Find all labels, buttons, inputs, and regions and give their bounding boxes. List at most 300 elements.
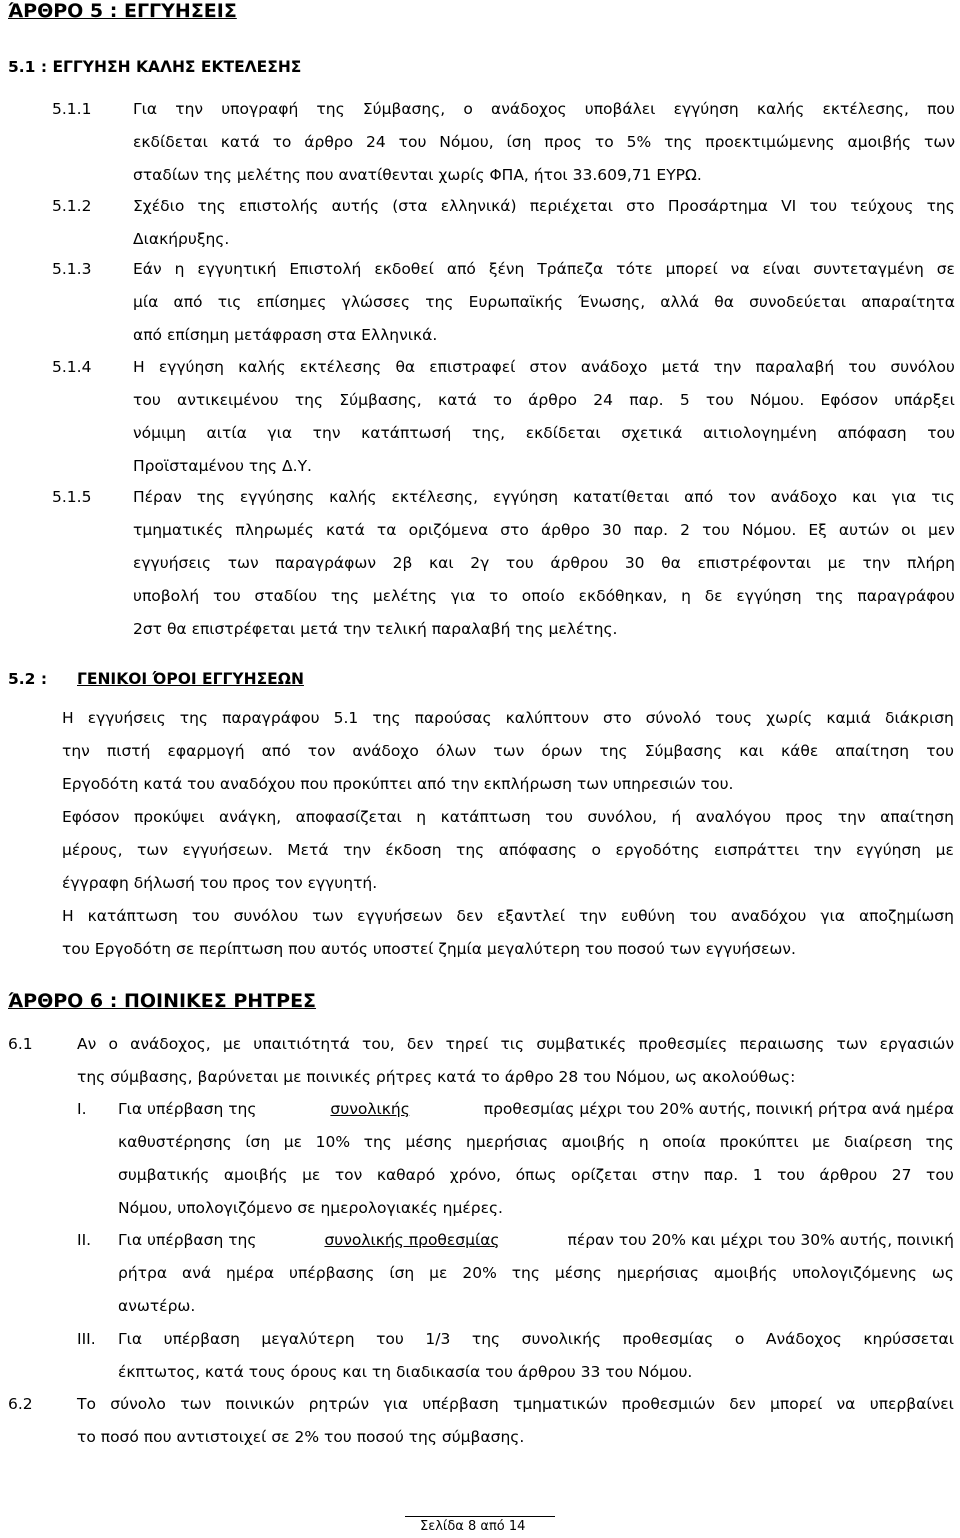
word: Η bbox=[62, 907, 74, 925]
para-line: το ποσό που αντιστοιχεί σε 2% του ποσού της σύμβασης. bbox=[77, 1428, 525, 1446]
item-i-body bbox=[118, 1100, 954, 1232]
para-5-1-1 bbox=[133, 100, 955, 199]
word: της bbox=[425, 293, 454, 311]
word: Εφόσον bbox=[62, 808, 120, 826]
word: αιτία bbox=[206, 424, 247, 442]
word: την bbox=[175, 100, 204, 118]
word: εκτέλεσης, bbox=[822, 100, 909, 118]
para-line: Εργοδότη κατά του αναδόχου που προκύπτει από την εκπλήρωση των υπηρεσιών του. bbox=[62, 775, 734, 793]
word: ανάδοχος bbox=[491, 100, 567, 118]
word: προθεσμίες bbox=[638, 1035, 728, 1053]
word: αποζημίωση bbox=[858, 907, 954, 925]
page-number: Σελίδα 8 από 14 bbox=[420, 1519, 526, 1534]
word: πιστή bbox=[106, 742, 151, 760]
para-line bbox=[133, 293, 955, 326]
word: 5 bbox=[679, 391, 690, 409]
word: μπορεί bbox=[770, 1395, 823, 1413]
word: δεν bbox=[406, 1035, 434, 1053]
word: την bbox=[62, 742, 90, 760]
word: ίση bbox=[245, 1133, 271, 1151]
section-5-2-number: 5.2 : bbox=[8, 670, 48, 688]
para-line bbox=[133, 358, 955, 391]
para-line bbox=[118, 1133, 954, 1166]
word: προς bbox=[544, 133, 583, 151]
word: αυτής bbox=[331, 197, 380, 215]
word: πλήρη bbox=[906, 554, 955, 572]
para-6-1-number: 6.1 bbox=[8, 1035, 33, 1053]
word: με bbox=[222, 1035, 242, 1053]
word: 10% bbox=[315, 1133, 351, 1151]
para-line: ανωτέρω. bbox=[118, 1297, 196, 1315]
word: ανάδοχος, bbox=[130, 1035, 211, 1053]
word: εγγύησης bbox=[239, 488, 315, 506]
word: των bbox=[836, 1035, 868, 1053]
para-5-1-4 bbox=[133, 358, 955, 490]
word: 20% bbox=[462, 1264, 497, 1282]
word: εγγυήσεις bbox=[87, 709, 166, 727]
word: από bbox=[684, 488, 714, 506]
word: 24 bbox=[366, 133, 386, 151]
word: για bbox=[891, 488, 917, 506]
word: της bbox=[179, 709, 209, 727]
word: Ένωσης, bbox=[578, 293, 646, 311]
word: παρ. bbox=[703, 1166, 739, 1184]
word: μπορεί bbox=[665, 260, 718, 278]
word: 5% bbox=[626, 133, 652, 151]
word: εγγύηση bbox=[736, 587, 802, 605]
word: για bbox=[267, 424, 293, 442]
word: αμοιβής bbox=[713, 1264, 778, 1282]
word: για bbox=[383, 1395, 409, 1413]
item-ii-post: πέραν του 20% και μέχρι του 30% αυτής, ποινική bbox=[567, 1231, 954, 1249]
word: εγγυήσεις bbox=[133, 554, 212, 572]
word: υποβολή bbox=[133, 587, 200, 605]
word: καθαρό bbox=[376, 1166, 436, 1184]
word: υπερβαίνει bbox=[869, 1395, 954, 1413]
para-line: από επίσημη μετάφραση στα Ελληνικά. bbox=[133, 326, 438, 344]
para-line bbox=[133, 424, 955, 457]
para-line: Προϊσταμένου της Δ.Υ. bbox=[133, 457, 312, 475]
word: ο bbox=[591, 841, 601, 859]
word: εξαντλεί bbox=[496, 907, 566, 925]
word: άρθρο bbox=[304, 133, 354, 151]
word: σύνολο bbox=[110, 1395, 166, 1413]
footer-rule bbox=[405, 1516, 555, 1517]
para-5-1-5-number: 5.1.5 bbox=[52, 488, 92, 506]
para-line bbox=[77, 1395, 954, 1428]
word: 1 bbox=[752, 1166, 763, 1184]
para-line bbox=[133, 100, 955, 133]
word: υπάρξει bbox=[894, 391, 955, 409]
para-line bbox=[133, 587, 955, 620]
word: Σύμβασης bbox=[644, 742, 723, 760]
word: την bbox=[343, 841, 371, 859]
word: εγγυητική bbox=[197, 260, 277, 278]
word: της bbox=[372, 709, 401, 727]
word: μία bbox=[133, 293, 159, 311]
word: τμηματικές bbox=[133, 521, 224, 539]
word: αμοιβής bbox=[847, 133, 912, 151]
para-line bbox=[133, 488, 955, 521]
word: καλής bbox=[329, 488, 377, 506]
word: 2 bbox=[680, 521, 691, 539]
word: 24 bbox=[593, 391, 614, 409]
word: ο bbox=[108, 1035, 118, 1053]
word: υποβάλει bbox=[584, 100, 656, 118]
word: παραλαβή bbox=[755, 358, 835, 376]
word: αποφασίζεται bbox=[295, 808, 402, 826]
word: 1/3 bbox=[425, 1330, 451, 1348]
word: στο bbox=[626, 197, 655, 215]
word: με bbox=[812, 1133, 831, 1151]
para-5-1-2-number: 5.1.2 bbox=[52, 197, 92, 215]
word: Εάν bbox=[133, 260, 162, 278]
word: εκδόθηκαν, bbox=[578, 587, 668, 605]
word: καθυστέρησης bbox=[118, 1133, 232, 1151]
para-line bbox=[62, 709, 954, 742]
word: του bbox=[777, 1166, 805, 1184]
para-5-1-3-number: 5.1.3 bbox=[52, 260, 92, 278]
word: όλων bbox=[435, 742, 477, 760]
word: ή bbox=[671, 808, 682, 826]
para-6-2-number: 6.2 bbox=[8, 1395, 33, 1413]
word: κατατίθεται bbox=[573, 488, 670, 506]
word: επιστολής bbox=[238, 197, 319, 215]
word: ανάδοχο bbox=[580, 358, 648, 376]
word: Αν bbox=[77, 1035, 97, 1053]
word: με bbox=[935, 841, 954, 859]
word: την bbox=[713, 358, 742, 376]
word: εγγύηση bbox=[673, 100, 739, 118]
para-line bbox=[77, 1035, 954, 1068]
word: κατάπτωση bbox=[87, 907, 178, 925]
word: υπέρβασης bbox=[289, 1264, 375, 1282]
para-line: έκπτωτος, κατά τους όρους και τη διαδικασία του άρθρου 33 του Νόμου. bbox=[118, 1363, 693, 1381]
word: η bbox=[174, 260, 185, 278]
word: άρθρο bbox=[528, 391, 578, 409]
para-6-2 bbox=[77, 1395, 954, 1461]
word: εφαρμογή bbox=[167, 742, 245, 760]
para-line bbox=[62, 808, 954, 841]
word: των bbox=[312, 907, 344, 925]
word: 30 bbox=[624, 554, 645, 572]
word: συνολικής bbox=[521, 1330, 602, 1348]
word: ανάδοχο bbox=[770, 488, 838, 506]
word: Το bbox=[77, 1395, 96, 1413]
word: εκτέλεσης, bbox=[391, 488, 478, 506]
word: της bbox=[599, 742, 628, 760]
word: έκδοση bbox=[385, 841, 442, 859]
word: την bbox=[312, 424, 341, 442]
word: του bbox=[376, 1330, 404, 1348]
word: του, bbox=[362, 1035, 395, 1053]
word: προκύψει bbox=[133, 808, 205, 826]
word: κατάπτωση bbox=[440, 808, 531, 826]
word: μεγαλύτερη bbox=[261, 1330, 355, 1348]
word: αιτιολογημένη bbox=[702, 424, 817, 442]
word: καλής bbox=[756, 100, 805, 118]
para-line bbox=[133, 391, 955, 424]
word: αντικειμένου bbox=[177, 391, 279, 409]
word: του bbox=[705, 391, 734, 409]
word: των bbox=[227, 554, 259, 572]
para-line bbox=[62, 907, 954, 940]
para-line bbox=[118, 1330, 954, 1363]
word: αμοιβής bbox=[561, 1133, 626, 1151]
word: απαίτηση bbox=[880, 808, 954, 826]
word: οι bbox=[901, 521, 916, 539]
word: παραγράφου bbox=[857, 587, 955, 605]
word: τηρεί bbox=[445, 1035, 489, 1053]
word: το bbox=[594, 133, 614, 151]
section-5-1-title: 5.1 : ΕΓΓΥΗΣΗ ΚΑΛΗΣ ΕΚΤΕΛΕΣΗΣ bbox=[8, 58, 302, 76]
para-line bbox=[133, 260, 955, 293]
section-5-2-body bbox=[62, 709, 954, 973]
word: διαίρεση bbox=[843, 1133, 913, 1151]
word: τμηματικών bbox=[512, 1395, 608, 1413]
item-roman-iii: III. bbox=[77, 1330, 96, 1348]
word: για bbox=[820, 907, 845, 925]
word: απαίτηση bbox=[835, 742, 910, 760]
word: της bbox=[664, 133, 693, 151]
article-5-title: ΆΡΘΡΟ 5 : ΕΓΓΥΗΣΕΙΣ bbox=[8, 0, 237, 22]
word: Η bbox=[133, 358, 145, 376]
word: 30 bbox=[601, 521, 622, 539]
word: του bbox=[927, 424, 955, 442]
word: Τράπεζα bbox=[537, 260, 604, 278]
word: της bbox=[815, 587, 844, 605]
word: να bbox=[836, 1395, 856, 1413]
word: περιέχεται bbox=[529, 197, 613, 215]
word: με bbox=[429, 1264, 448, 1282]
word: συνόλου bbox=[233, 907, 299, 925]
word: κατάπτωσή bbox=[361, 424, 452, 442]
word: σύνολό bbox=[645, 709, 702, 727]
word: παρ. bbox=[629, 391, 664, 409]
word: και bbox=[429, 554, 454, 572]
word: του bbox=[848, 358, 877, 376]
word: η bbox=[681, 587, 691, 605]
item-ii-body bbox=[118, 1231, 954, 1330]
word: εγγύηση bbox=[855, 841, 922, 859]
word: Σύμβασης, bbox=[362, 100, 446, 118]
word: του bbox=[505, 554, 534, 572]
word: Ευρωπαϊκής bbox=[468, 293, 564, 311]
word: ελληνικά) bbox=[440, 197, 517, 215]
word: εκδίδεται bbox=[525, 424, 601, 442]
word: τον bbox=[307, 742, 336, 760]
item-iii-body bbox=[118, 1330, 954, 1396]
word: υπέρβαση bbox=[163, 1330, 240, 1348]
word: καμιά bbox=[826, 709, 871, 727]
word: και bbox=[852, 488, 877, 506]
word: ποινικών bbox=[225, 1395, 295, 1413]
item-ii-underlined: συνολικής προθεσμίας bbox=[324, 1231, 500, 1249]
word: εκδοθεί bbox=[374, 260, 434, 278]
word: Σχέδιο bbox=[133, 197, 185, 215]
word: δεν bbox=[729, 1395, 756, 1413]
para-line: Νόμου, υπολογιζόμενο σε ημερολογιακές ημέρες. bbox=[118, 1199, 503, 1217]
word: το bbox=[272, 133, 292, 151]
word: άρθρο bbox=[540, 521, 590, 539]
word: συνοδεύεται bbox=[749, 293, 847, 311]
word: συμβατικές bbox=[536, 1035, 627, 1053]
word: μέρους, bbox=[62, 841, 123, 859]
item-i-underlined: συνολικής bbox=[330, 1100, 410, 1118]
para-line: της σύμβασης, βαρύνεται με ποινικές ρήτρες κατά το άρθρο 28 του Νόμου, ως ακολούθως: bbox=[77, 1068, 796, 1086]
word: Εφόσον bbox=[820, 391, 878, 409]
word: κατά bbox=[220, 133, 260, 151]
word: για bbox=[450, 587, 476, 605]
word: χρόνο, bbox=[449, 1166, 502, 1184]
word: τις bbox=[500, 1035, 525, 1053]
word: προκύπτει bbox=[719, 1133, 799, 1151]
word: ημερήσιας bbox=[465, 1133, 549, 1151]
word: άρθρου bbox=[550, 554, 609, 572]
word: νόμιμη bbox=[133, 424, 186, 442]
word: Νόμου. bbox=[749, 391, 805, 409]
word: ρήτρα bbox=[118, 1264, 168, 1282]
word: ευθύνη bbox=[620, 907, 676, 925]
para-6-1 bbox=[77, 1035, 954, 1101]
word: του bbox=[398, 133, 427, 151]
word: θα bbox=[714, 293, 734, 311]
word: στο bbox=[500, 521, 529, 539]
para-line bbox=[62, 742, 954, 775]
word: επιστραφεί bbox=[429, 358, 516, 376]
para-line: έγγραφη δήλωσή του προς τον εγγυητή. bbox=[62, 874, 378, 892]
section-5-2-title: ΓΕΝΙΚΟΙ ΌΡΟΙ ΕΓΓΥΗΣΕΩΝ bbox=[77, 670, 304, 688]
article-6-title: ΆΡΘΡΟ 6 : ΠΟΙΝΙΚΕΣ ΡΗΤΡΕΣ bbox=[8, 990, 317, 1012]
word: Η bbox=[62, 709, 74, 727]
word: την bbox=[862, 554, 891, 572]
word: από bbox=[446, 260, 476, 278]
word: τότε bbox=[616, 260, 653, 278]
word: τους bbox=[715, 709, 753, 727]
word: της bbox=[456, 841, 485, 859]
word: της bbox=[926, 197, 955, 215]
word: Επιστολή bbox=[289, 260, 362, 278]
word: η bbox=[638, 1133, 649, 1151]
word: των bbox=[137, 841, 169, 859]
para-5-1-5 bbox=[133, 488, 955, 653]
word: υπολογιζόμενης bbox=[792, 1264, 917, 1282]
word: υπογραφή bbox=[221, 100, 299, 118]
word: γλώσσες bbox=[341, 293, 411, 311]
word: Για bbox=[118, 1330, 143, 1348]
word: επιστρέφονται bbox=[697, 554, 811, 572]
para-line bbox=[133, 554, 955, 587]
word: πληρωμές bbox=[235, 521, 314, 539]
word: VI bbox=[781, 197, 797, 215]
word: τεύχους bbox=[850, 197, 914, 215]
word: ξένη bbox=[488, 260, 525, 278]
word: της bbox=[316, 100, 345, 118]
word: τα bbox=[376, 521, 397, 539]
word: Πέραν bbox=[133, 488, 182, 506]
word: με bbox=[283, 1133, 303, 1151]
word: να bbox=[730, 260, 750, 278]
para-line: Διακήρυξης. bbox=[133, 230, 230, 248]
word: Προσάρτημα bbox=[667, 197, 768, 215]
word: της bbox=[363, 1133, 392, 1151]
word: Ανάδοχος bbox=[765, 1330, 842, 1348]
word: Μετά bbox=[287, 841, 329, 859]
word: 2β bbox=[392, 554, 413, 572]
para-5-1-3 bbox=[133, 260, 955, 359]
word: της bbox=[925, 1133, 954, 1151]
word: 5.1 bbox=[333, 709, 359, 727]
word: όπως bbox=[515, 1166, 557, 1184]
word: ανάδοχο bbox=[352, 742, 419, 760]
word: εγγύηση bbox=[492, 488, 559, 506]
word: του bbox=[702, 521, 730, 539]
word: επίσημες bbox=[256, 293, 327, 311]
word: της bbox=[196, 488, 225, 506]
word: μέσης bbox=[554, 1264, 602, 1282]
word: είναι bbox=[762, 260, 801, 278]
word: απαραίτητα bbox=[861, 293, 955, 311]
word: Σύμβασης, bbox=[339, 391, 422, 409]
word: με bbox=[827, 554, 846, 572]
para-line bbox=[118, 1231, 954, 1264]
word: την bbox=[837, 808, 866, 826]
word: προθεσμιών bbox=[621, 1395, 715, 1413]
word: ο bbox=[463, 100, 473, 118]
word: εργοδότης bbox=[615, 841, 700, 859]
para-5-1-1-number: 5.1.1 bbox=[52, 100, 92, 118]
word: ορίζεται bbox=[571, 1166, 638, 1184]
word: καλύπτουν bbox=[505, 709, 589, 727]
word: των bbox=[924, 133, 955, 151]
word: παραγράφων bbox=[275, 554, 376, 572]
word: όρων bbox=[541, 742, 583, 760]
word: ρητρών bbox=[308, 1395, 370, 1413]
word: χωρίς bbox=[766, 709, 813, 727]
word: μετά bbox=[661, 358, 700, 376]
word: της bbox=[294, 391, 324, 409]
word: εκτέλεσης bbox=[299, 358, 382, 376]
word: απόφαση bbox=[837, 424, 907, 442]
word: θα bbox=[395, 358, 416, 376]
word: του bbox=[212, 587, 241, 605]
para-line bbox=[133, 133, 955, 166]
word: δε bbox=[704, 587, 723, 605]
word: τις bbox=[217, 293, 242, 311]
word: συντεταγμένη bbox=[813, 260, 924, 278]
para-line: σταδίων της μελέτης που ανατίθενται χωρίς ΦΠΑ, ήτοι 33.609,71 ΕΥΡΩ. bbox=[133, 166, 702, 184]
word: σχετικά bbox=[621, 424, 683, 442]
word: οποία bbox=[662, 1133, 706, 1151]
word: στον bbox=[529, 358, 567, 376]
word: του bbox=[191, 907, 220, 925]
word: τον bbox=[334, 1166, 363, 1184]
word: μελέτης bbox=[372, 587, 437, 605]
para-5-1-2 bbox=[133, 197, 955, 263]
word: του bbox=[133, 391, 161, 409]
word: της, bbox=[471, 424, 506, 442]
word: εγγυήσεων bbox=[357, 907, 443, 925]
word: εισπράττει bbox=[714, 841, 800, 859]
word: προθεσμίας bbox=[622, 1330, 714, 1348]
word: αλλά bbox=[660, 293, 700, 311]
word: του bbox=[809, 197, 838, 215]
word: Νόμου, bbox=[439, 133, 494, 151]
word: και bbox=[739, 742, 764, 760]
word: της bbox=[471, 1330, 501, 1348]
word: δεν bbox=[456, 907, 483, 925]
word: Εξ bbox=[808, 521, 827, 539]
